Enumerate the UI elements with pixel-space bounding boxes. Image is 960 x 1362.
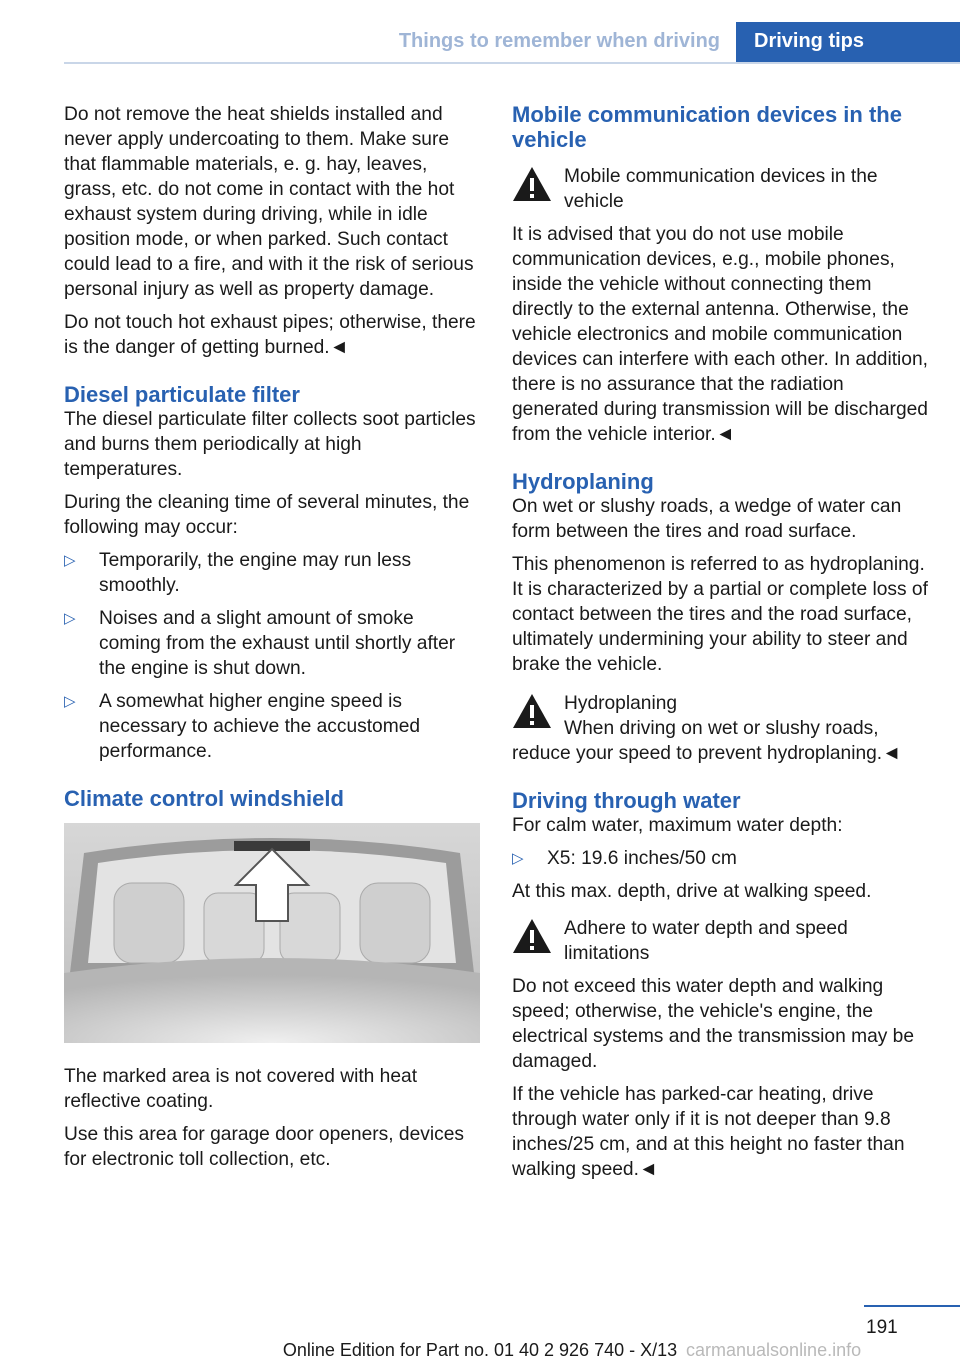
hydroplaning-warning (512, 691, 928, 766)
max-depth-paragraph: For calm water, maximum water depth: (512, 815, 843, 836)
list-item: ▷ X5: 19.6 inches/50 cm (512, 848, 737, 869)
mobile-advice-paragraph: It is advised that you do not use mobile communication devices, e.g., mobile phones, inside the vehicle without connecting them directly to the external antenna. Otherwise, the vehicle electronics and mobile communication devices can interfere with each other. In addition, there is no assurance that the radiation generated during transmission will be discharged from the vehicle interior.◄ (512, 224, 928, 445)
list-item: ▷ Temporarily, the engine may run less smoothly. (64, 550, 412, 596)
diesel-effects-list (64, 548, 480, 764)
header-rule (64, 62, 960, 64)
left-column (64, 102, 480, 1180)
bullet-triangle-icon: ▷ (64, 693, 76, 710)
diesel-filter-heading: Diesel particulate filter (64, 382, 300, 407)
footer-rule (864, 1305, 960, 1307)
list-item: ▷ Noises and a slight amount of smoke coming from the exhaust until shortly after the engine is shut down. (64, 608, 456, 679)
list-item: ▷ A somewhat higher engine speed is necessary to achieve the accustomed performance. (64, 691, 421, 762)
diesel-filter-paragraph: The diesel particulate filter collects soot particles and burns them periodically at high temperatures. (64, 409, 476, 480)
edition-footer: Online Edition for Part no. 01 40 2 926 740 - X/13 (282, 1340, 678, 1360)
water-depth-warning (512, 916, 928, 966)
garage-door-paragraph: Use this area for garage door openers, devices for electronic toll collection, etc. (64, 1124, 464, 1170)
warning-title: Mobile communication devices in the vehicle (564, 166, 878, 212)
marked-area-paragraph: The marked area is not covered with heat reflective coating. (64, 1066, 418, 1112)
mobile-devices-heading: Mobile communication devices in the vehicle (512, 102, 902, 152)
hydroplaning-heading: Hydroplaning (512, 469, 654, 494)
warning-triangle-icon (512, 693, 552, 729)
warning-triangle-icon (512, 918, 552, 954)
wedge-water-paragraph: On wet or slushy roads, a wedge of water can form between the tires and road surface. (512, 496, 902, 542)
walking-speed-paragraph: At this max. depth, drive at walking speed. (512, 881, 872, 902)
parked-car-heating-paragraph: If the vehicle has parked-car heating, drive through water only if it is not deeper than 9.8 inches/25 cm, and at this height no faster than walking speed.◄ (512, 1084, 905, 1180)
header-chapter-tab: Driving tips (736, 22, 960, 62)
heat-shield-paragraph: Do not remove the heat shields installed and never apply undercoating to them. Make sure that flammable materials, e. g. hay, leaves, grass, etc. do not come in contact with the hot exhaust system during driving, while in idle position mode, or when parked. Such contact could lead to a fire, and with it the risk of serious personal injury as well as property damage. (64, 104, 474, 300)
water-depth-list (512, 846, 928, 871)
hydroplaning-explanation-paragraph: This phenomenon is referred to as hydroplaning. It is characterized by a partial or complete loss of contact between the tires and the road surface, ultimately undermining your ability to steer and brake the vehicle. (512, 554, 928, 675)
warning-triangle-icon (512, 166, 552, 202)
bullet-triangle-icon: ▷ (64, 610, 76, 627)
header-section-title: Things to remember when driving (398, 30, 720, 52)
right-column (512, 102, 928, 1190)
climate-windshield-heading: Climate control windshield (64, 786, 344, 811)
driving-through-water-heading: Driving through water (512, 788, 741, 813)
exhaust-pipe-paragraph: Do not touch hot exhaust pipes; otherwise, there is the danger of getting burned.◄ (64, 312, 476, 358)
warning-text: When driving on wet or slushy roads, reduce your speed to prevent hydroplaning.◄ (512, 718, 902, 764)
engine-damage-paragraph: Do not exceed this water depth and walking speed; otherwise, the vehicle's engine, the electrical systems and the transmission may be damaged. (512, 976, 915, 1072)
windshield-illustration (64, 823, 480, 1043)
watermark: carmanualsonline.info (686, 1340, 862, 1360)
cleaning-time-paragraph: During the cleaning time of several minutes, the following may occur: (64, 492, 470, 538)
page-number: 191 (866, 1317, 898, 1338)
bullet-triangle-icon: ▷ (512, 850, 524, 867)
warning-title: Hydroplaning (564, 693, 678, 714)
warning-title: Adhere to water depth and speed limitations (564, 918, 848, 964)
bullet-triangle-icon: ▷ (64, 552, 76, 569)
mobile-devices-warning (512, 164, 928, 214)
